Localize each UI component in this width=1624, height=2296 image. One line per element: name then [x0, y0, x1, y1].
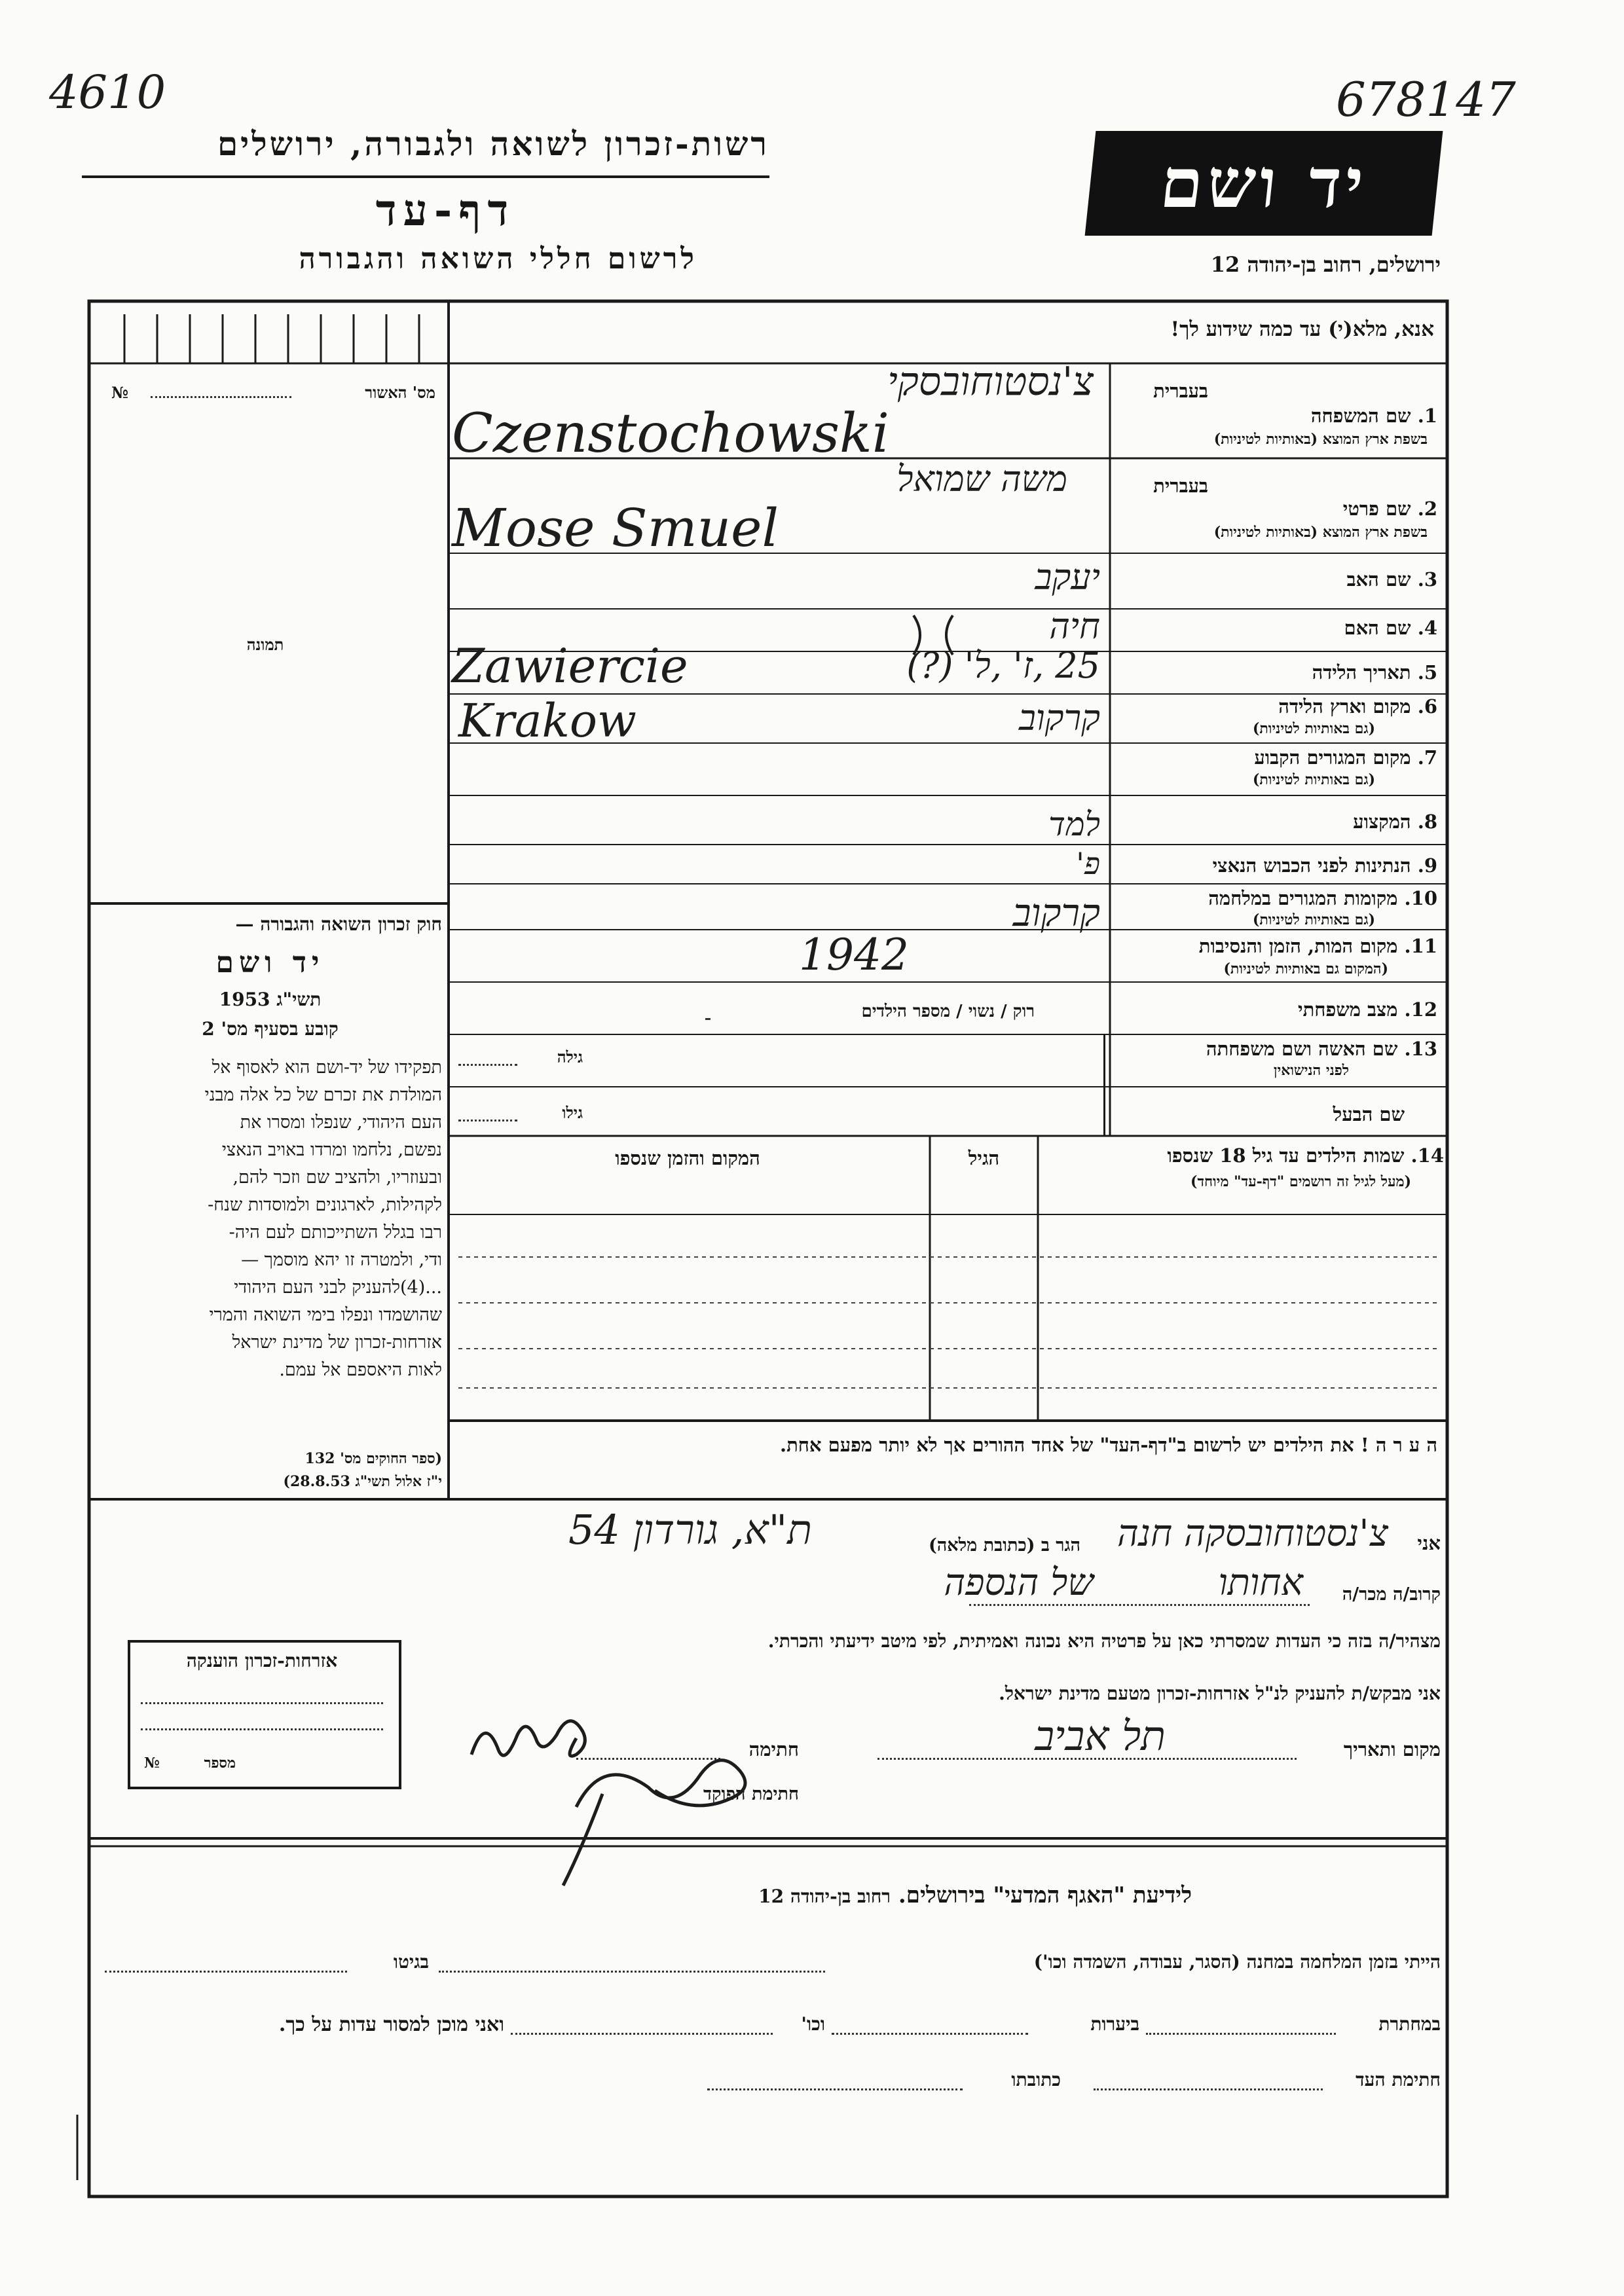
bottom-heading: לידיעת "האגף המדעי" בירושלים. רחוב בן-יהודה 12 [758, 1882, 1192, 1908]
field-7-sub-label: (גם באותיות לטיניות) [1252, 771, 1375, 788]
marital-status-options[interactable]: רוק / נשוי / מספר הילדים [861, 1002, 1035, 1021]
law-text-line: לאות היאספם אל עמם. [279, 1360, 442, 1380]
witness-signature [471, 1721, 585, 1757]
law-text-line: ובעוזריו, ולהציב שם וזכר להם, [232, 1167, 442, 1188]
field-11-sub-label: (המקום גם באותיות לטיניות) [1223, 960, 1388, 977]
husband-name-label: שם הבעל [1333, 1103, 1405, 1125]
field-1-hebrew-tag: בעברית [1153, 380, 1208, 402]
of-deceased-label: של הנספה [944, 1561, 1094, 1604]
witness-signature-field[interactable] [1094, 2088, 1323, 2090]
declarant-address[interactable]: ת"א, גורדון 54 [568, 1506, 812, 1554]
law-text-line: לקהילות, לארגונים ולמוסדות שנח- [208, 1195, 442, 1215]
field-10-value[interactable]: קרקוב [1012, 890, 1100, 935]
field-9-label: 9. הנתינות לפני הכבוש הנאצי [1212, 854, 1437, 877]
children-note: ה ע ר ה ! את הילדים יש לרשום ב"דף-העד" של אחד ההורים אך לא יותר מפעם אחת. [779, 1434, 1437, 1456]
field-1-sub-label: בשפת ארץ המוצא (באותיות לטיניות) [1213, 431, 1428, 448]
field-10-sub-label: (גם באותיות לטיניות) [1252, 911, 1375, 928]
children-table-subtitle: (מעל לגיל זה רושמים "דף-עד" מיוחד) [1190, 1173, 1411, 1190]
law-text-line: אזרחות-זכרון של מדינת ישראל [232, 1332, 442, 1353]
logo-text: יד ושם [1156, 143, 1371, 223]
field-5-bracket [913, 615, 953, 655]
witness-address-field[interactable] [707, 2088, 963, 2090]
field-7-value-latin[interactable]: Krakow [458, 694, 637, 748]
relation-label: קרוב/ה מכר/ה [1342, 1584, 1441, 1605]
field-2-value-latin[interactable]: Mose Smuel [452, 498, 779, 558]
law-text-line: ודי, ולמטרה זו יהא מוסמך — [241, 1250, 442, 1270]
wife-age-label: גילה [557, 1048, 583, 1066]
forests-field[interactable] [832, 2033, 1028, 2035]
citizenship-box-title: אזרחות-זכרון הוענקה [186, 1650, 338, 1671]
bottom-line-1: הייתי בזמן המלחמה במחנה (הסגר, עבודה, השמדה וכו') [1033, 1951, 1441, 1973]
field-7-value[interactable]: קרקוב [1018, 697, 1100, 738]
citizenship-number-label: מספר [204, 1755, 236, 1772]
form-subtitle: לרשום חללי השואה והגבורה [299, 242, 697, 276]
children-col-age: הגיל [968, 1147, 1000, 1169]
witness-address-label: כתובתו [1011, 2069, 1061, 2090]
field-8-value[interactable]: למד [1048, 805, 1100, 843]
law-title: חוק זכרון השואה והגבורה — [235, 913, 442, 935]
relation-value[interactable]: אחותו [1218, 1561, 1303, 1604]
residing-label: הגר ב (כתובת מלאה) [928, 1535, 1080, 1556]
law-source: (ספר החוקים מס' 132 [304, 1450, 442, 1467]
field-2-hebrew-tag: בעברית [1153, 475, 1208, 497]
law-text-line: נפשם, נלחמו ומרדו באויב הנאצי [221, 1140, 442, 1160]
field-2-label: 2. שם פרטי [1342, 498, 1437, 520]
camp-field[interactable] [439, 1971, 825, 1973]
ghetto-label: בגיטו [393, 1951, 429, 1973]
law-clause: קובע בסעיף מס' 2 [202, 1018, 339, 1040]
law-text-line: ...(4)להעניק לבני העם היהודי [234, 1277, 442, 1298]
signature-label: חתימה [748, 1738, 799, 1760]
field-6-value-latin[interactable]: Zawiercie [452, 638, 688, 693]
law-year: תשי"ג 1953 [219, 989, 322, 1010]
children-table-title: 14. שמות הילדים עד גיל 18 שנספו [1167, 1144, 1444, 1167]
law-text-line: תפקידו של יד-ושם הוא לאסוף אל [212, 1057, 442, 1078]
ghetto-field[interactable] [105, 1971, 347, 1973]
field-10-label: 10. מקומות המגורים במלחמה [1208, 887, 1437, 909]
underground-label: במחתרת [1378, 2013, 1441, 2035]
field-3-value[interactable]: יעקב [1035, 556, 1100, 598]
field-12-label: 12. מצב משפחתי [1298, 998, 1437, 1021]
handwritten-file-number-right: 678147 [1336, 72, 1516, 127]
field-1-value-hebrew[interactable]: צ'נסטוחובסקי [887, 359, 1094, 405]
etc-label: וכו' [801, 2013, 825, 2035]
place-date-label: מקום ותאריך [1343, 1738, 1441, 1760]
field-2-sub-label: בשפת ארץ המוצא (באותיות לטיניות) [1213, 524, 1428, 541]
underground-field[interactable] [1146, 2033, 1336, 2035]
law-source-date: י"ז אלול תשי"ג 28.8.53) [283, 1473, 442, 1490]
field-1-value-latin[interactable]: Czenstochowski [452, 403, 889, 465]
citizenship-request: אני מבקש/ת להעניק לנ"ל אזרחות-זכרון מטעם מדינת ישראל. [999, 1683, 1441, 1704]
husband-age-label: גילו [562, 1103, 583, 1122]
handwritten-file-number-left: 4610 [49, 65, 166, 119]
field-2-value-hebrew[interactable]: משה שמואל [896, 458, 1067, 500]
authority-name: רשות-זכרון לשואה ולגבורה, ירושלים [217, 124, 769, 163]
field-4-label: 4. שם האם [1344, 617, 1437, 639]
field-4-value[interactable]: חיה [1049, 606, 1100, 647]
approval-number-no: № [111, 383, 129, 402]
form-title: דף-עד [375, 185, 515, 236]
intro-instruction: אנא, מלא(י) עד כמה שידוע לך! [1170, 318, 1434, 341]
field-8-label: 8. המקצוע [1353, 811, 1437, 833]
law-text-line: העם היהודי, שנפלו ומסרו את [240, 1112, 442, 1133]
declarant-label: אני [1417, 1532, 1441, 1554]
declarant-name[interactable]: צ'נסטוחובסקה חנה [1116, 1512, 1388, 1555]
header-address: ירושלים, רחוב בן-יהודה 12 [1210, 252, 1441, 277]
forests-label: ביערות [1090, 2013, 1139, 2035]
field-6-sub-label: (גם באותיות לטיניות) [1252, 720, 1375, 737]
field-11-label: 11. מקום המות, הזמן והנסיבות [1198, 935, 1437, 957]
place-date-value[interactable]: תל אביב [1035, 1712, 1166, 1760]
field-5-label: 5. תאריך הלידה [1312, 661, 1437, 683]
field-13-sub-label: לפני הנישואין [1273, 1062, 1349, 1079]
field-5-value[interactable]: 25 ,ז' ,ל' (?) [906, 645, 1100, 686]
field-13-label: 13. שם האשה ושם משפחתה [1206, 1038, 1437, 1060]
citizenship-box-line-2[interactable] [141, 1728, 383, 1730]
etc-field[interactable] [511, 2033, 773, 2035]
field-1-label: 1. שם המשפחה [1310, 405, 1437, 427]
field-3-label: 3. שם האב [1346, 568, 1437, 591]
field-9-value[interactable]: פ' [1076, 846, 1100, 881]
children-col-place: המקום והזמן שנספו [615, 1147, 760, 1169]
approval-number-label: מס' האשור [365, 383, 435, 402]
citizenship-box-line[interactable] [141, 1702, 383, 1704]
testimony-willing-label: ואני מוכן למסור עדות על כך. [278, 2013, 504, 2036]
witness-signature-label: חתימת העד [1356, 2069, 1441, 2090]
field-6-label: 6. מקום וארץ הלידה [1278, 695, 1437, 718]
declaration-statement: מצהיר/ה בזה כי העדות שמסרתי כאן על פרטיה היא נכונה ואמיתית, לפי מיטב ידיעתי והכרתי. [767, 1630, 1441, 1652]
field-11-value[interactable]: 1942 [799, 930, 909, 980]
field-7-label: 7. מקום המגורים הקבוע [1254, 746, 1437, 769]
law-text-line: שהושמדו ונפלו בימי השואה והמרי [209, 1305, 442, 1325]
law-text-line: המולדת את זכרם של כל אלה מבני [204, 1085, 442, 1105]
law-text-line: רבו בגלל השתייכותם לעם היה- [229, 1222, 442, 1243]
law-logo: יד ושם [215, 946, 325, 979]
officer-signature-label: חתימת הפוקד [703, 1784, 799, 1804]
officer-signature [563, 1760, 745, 1886]
photo-placeholder-label[interactable]: תמונה [246, 635, 284, 654]
citizenship-number-no: № [144, 1755, 160, 1772]
